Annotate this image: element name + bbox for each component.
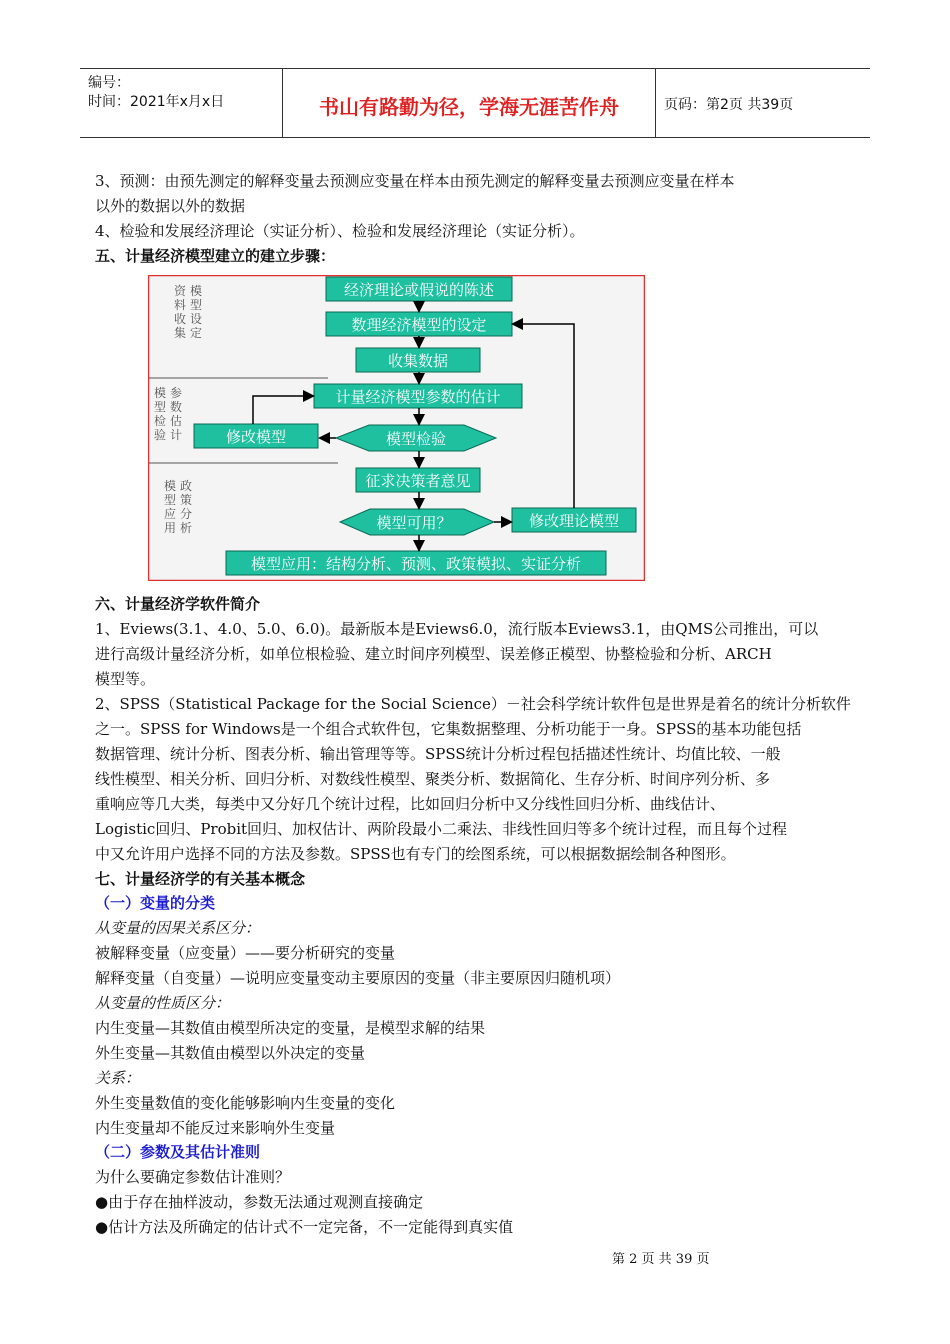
section-heading-6: 六、计量经济学软件简介: [95, 595, 261, 613]
body-line: 中又允许用户选择不同的方法及参数。SPSS也有专门的绘图系统，可以根据数据绘制各种图形。: [95, 845, 736, 863]
section-heading-7: 七、计量经济学的有关基本概念: [95, 870, 306, 888]
section-label-char: 料: [174, 298, 187, 312]
body-line: 1、Eviews(3.1、4.0、5.0、6.0)。最新版本是Eviews6.0，流行版本Eviews3.1，由QMS公司推出，可以: [95, 620, 819, 638]
box-application: [226, 551, 606, 575]
section-label-char: 分: [180, 507, 193, 521]
box-theory: [326, 277, 512, 301]
section-heading-5: 五、计量经济模型建立的建立步骤：: [95, 247, 336, 265]
section-label-model-setting: [190, 283, 202, 340]
body-line: 被解释变量（应变量）——要分析研究的变量: [95, 944, 396, 962]
section-label-char: 数: [170, 400, 183, 414]
svg-text:修改模型: 修改模型: [225, 428, 287, 446]
section-label-data-collection: [174, 283, 187, 340]
section-label-char: 估: [170, 414, 183, 428]
section-label-char: 定: [190, 326, 203, 340]
modeling-flowchart: [148, 275, 645, 581]
svg-text:模型应用：结构分析、预测、政策模拟、实证分析: 模型应用：结构分析、预测、政策模拟、实证分析: [250, 555, 582, 573]
svg-text:计量经济模型参数的估计: 计量经济模型参数的估计: [335, 388, 501, 406]
section-label-char: 计: [170, 428, 183, 442]
body-line: 进行高级计量经济分析，如单位根检验、建立时间序列模型、误差修正模型、协整检验和分析、ARCH: [95, 645, 772, 663]
body-line: 模型等。: [95, 670, 156, 688]
body-line: 线性模型、相关分析、回归分析、对数线性模型、聚类分析、数据简化、生存分析、时间序列分析、多: [95, 770, 771, 788]
bullet-item: ●由于存在抽样波动，参数无法通过观测直接确定: [95, 1193, 424, 1211]
box-collect: [356, 348, 480, 372]
box-estimate: [314, 384, 522, 408]
diamond-check: [336, 425, 496, 451]
section-label-char: 型: [190, 298, 203, 312]
body-line: 外生变量数值的变化能够影响内生变量的变化: [95, 1094, 396, 1112]
section-label-model-check: [154, 385, 166, 442]
body-line: 之一。SPSS for Windows是一个组合式软件包，它集数据整理、分析功能于一身。SPSS的基本功能包括: [95, 720, 802, 738]
italic-subtitle: 关系：: [95, 1069, 141, 1087]
bullet-item: ●估计方法及所确定的估计式不一定完备，不一定能得到真实值: [95, 1218, 514, 1236]
section-label-char: 设: [190, 312, 203, 326]
section-label-char: 应: [164, 507, 177, 521]
body-line: 数据管理、统计分析、图表分析、输出管理等等。SPSS统计分析过程包括描述性统计、均值比较、一般: [95, 745, 781, 763]
body-line: 4、检验和发展经济理论（实证分析）、检验和发展经济理论（实证分析）。: [95, 222, 585, 240]
svg-text:修改理论模型: 修改理论模型: [528, 512, 620, 530]
body-line: 2、SPSS（Statistical Package for the Social Science）－社会科学统计软件包是世界是着名的统计分析软件: [95, 695, 851, 713]
header-number: 编号：: [88, 75, 130, 91]
section-label-char: 检: [154, 414, 167, 428]
header-motto: 书山有路勤为径，学海无涯苦作舟: [319, 95, 619, 119]
section-label-char: 验: [154, 428, 167, 442]
section-label-char: 用: [164, 521, 177, 535]
body-line: 以外的数据以外的数据: [95, 197, 246, 215]
body-line: 重响应等几大类，每类中又分好几个统计过程，比如回归分析中又分线性回归分析、曲线估计、: [95, 795, 726, 813]
subsection-heading-1: （一）变量的分类: [95, 894, 216, 912]
body-line: 解释变量（自变量）—说明应变量变动主要原因的变量（非主要原因归随机项）: [95, 969, 621, 987]
svg-text:征求决策者意见: 征求决策者意见: [365, 472, 471, 490]
svg-text:模型检验: 模型检验: [385, 430, 447, 448]
body-line: 内生变量—其数值由模型所决定的变量，是模型求解的结果: [95, 1019, 486, 1037]
section-label-policy-analysis: [180, 478, 192, 535]
body-line: Logistic回归、Probit回归、加权估计、两阶段最小二乘法、非线性回归等多个统计过程，而且每个过程: [95, 820, 788, 838]
italic-subtitle: 从变量的因果关系区分：: [95, 919, 261, 937]
subsection-heading-2: （二）参数及其估计准则: [95, 1143, 261, 1161]
body-line: 为什么要确定参数估计准则？: [95, 1168, 291, 1186]
italic-subtitle: 从变量的性质区分：: [95, 994, 231, 1012]
section-label-char: 策: [180, 493, 193, 507]
svg-text:收集数据: 收集数据: [387, 352, 449, 370]
header-page-number: 页码：第2页 共39页: [664, 97, 794, 113]
box-opinion: [356, 468, 480, 492]
section-label-char: 型: [164, 493, 177, 507]
section-label-char: 析: [180, 521, 193, 535]
section-label-char: 资: [174, 284, 187, 298]
header-motto-cell: [283, 69, 656, 137]
svg-text:模型可用？: 模型可用？: [376, 514, 452, 532]
section-label-char: 集: [174, 326, 187, 340]
box-modify-model: [194, 424, 318, 448]
box-setting: [326, 312, 512, 336]
section-label-char: 模: [154, 386, 167, 400]
body-line: 外生变量—其数值由模型以外决定的变量: [95, 1044, 366, 1062]
page-header: [80, 68, 870, 138]
section-label-char: 参: [170, 386, 183, 400]
section-label-char: 收: [174, 312, 187, 326]
section-label-char: 型: [154, 400, 167, 414]
header-page-cell: [656, 69, 870, 137]
svg-text:数理经济模型的设定: 数理经济模型的设定: [351, 316, 487, 334]
header-meta-cell: [80, 69, 283, 137]
section-label-char: 政: [180, 479, 193, 493]
diamond-usable: [340, 509, 494, 535]
svg-text:经济理论或假说的陈述: 经济理论或假说的陈述: [343, 281, 495, 299]
box-modify-theory: [512, 508, 636, 532]
section-label-param-estimate: [170, 386, 182, 442]
section-label-char: 模: [190, 284, 203, 298]
section-label-char: 模: [164, 479, 177, 493]
body-line: 3、预测：由预先测定的解释变量去预测应变量在样本由预先测定的解释变量去预测应变量在样本: [95, 172, 735, 190]
body-line: 内生变量却不能反过来影响外生变量: [95, 1119, 336, 1137]
page-footer: 第 2 页 共 39 页: [612, 1252, 710, 1267]
header-time: 时间：2021年x月x日: [88, 94, 225, 110]
section-label-model-application: [164, 478, 176, 535]
